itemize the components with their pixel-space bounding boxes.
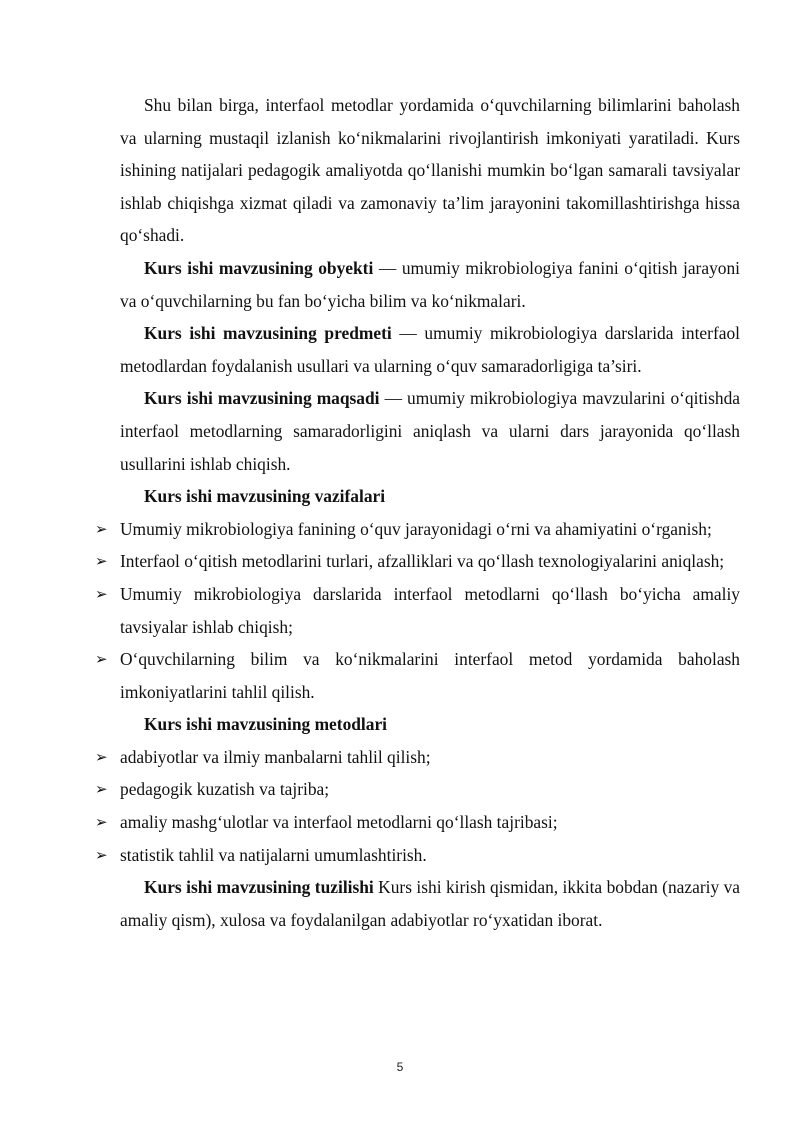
arrow-bullet-icon: ➢ — [95, 552, 108, 571]
maqsad-text: — umumiy mikrobiologiya mavzularini o‘qitishda interfaol metodlarning samaradorligini aniqlash va ularni dars jarayonida qo‘llash usullarini ishlab chiqish. — [120, 388, 740, 474]
arrow-bullet-icon: ➢ — [95, 519, 108, 538]
tuzilishi-text: Kurs ishi kirish qismidan, ikkita bobdan (nazariy va amaliy qism), xulosa va foydalanilgan adabiyotlar ro‘yxatidan iborat. — [120, 877, 740, 930]
arrow-bullet-icon: ➢ — [95, 780, 108, 799]
obyekt-paragraph — [120, 252, 740, 317]
maqsad-label: Kurs ishi mavzusining maqsadi — [144, 388, 380, 409]
predmet-paragraph — [120, 317, 740, 382]
tuzilishi-paragraph — [120, 871, 740, 936]
list-item: ➢ Interfaol o‘qitish metodlarini turlari, afzalliklari va qo‘llash texnologiyalarini aniqlash; — [120, 545, 740, 578]
arrow-bullet-icon: ➢ — [95, 747, 108, 766]
arrow-bullet-icon: ➢ — [95, 584, 108, 603]
list-item: ➢ Umumiy mikrobiologiya fanining o‘quv jarayonidagi o‘rni va ahamiyatini o‘rganish; — [120, 513, 740, 546]
maqsad-paragraph — [120, 382, 740, 480]
arrow-bullet-icon: ➢ — [95, 813, 108, 832]
vazifalar-list — [95, 513, 740, 709]
list-item: ➢ Umumiy mikrobiologiya darslarida interfaol metodlarni qo‘llash bo‘yicha amaliy tavsiyalar ishlab chiqish; — [120, 578, 740, 643]
list-item: ➢ statistik tahlil va natijalarni umumlashtirish. — [120, 839, 740, 872]
obyekt-text: — umumiy mikrobiologiya fanini o‘qitish jarayoni va o‘quvchilarning bu fan bo‘yicha bilim va ko‘nikmalari. — [120, 257, 740, 311]
page-body — [95, 89, 740, 936]
obyekt-label: Kurs ishi mavzusining obyekti — [144, 257, 374, 278]
arrow-bullet-icon: ➢ — [95, 650, 108, 669]
list-item: ➢ adabiyotlar va ilmiy manbalarni tahlil qilish; — [120, 741, 740, 774]
list-item: ➢ amaliy mashg‘ulotlar va interfaol metodlarni qo‘llash tajribasi; — [120, 806, 740, 839]
metodlar-list — [95, 741, 740, 871]
tuzilishi-label: Kurs ishi mavzusining tuzilishi — [144, 877, 374, 898]
predmet-label: Kurs ishi mavzusining predmeti — [144, 323, 392, 344]
page-number: 5 — [396, 1060, 404, 1074]
list-item: ➢ O‘quvchilarning bilim va ko‘nikmalarini interfaol metod yordamida baholash imkoniyatlarini tahlil qilish. — [120, 643, 740, 708]
metodlar-heading: Kurs ishi mavzusining metodlari — [144, 714, 388, 735]
predmet-text: — umumiy mikrobiologiya darslarida interfaol metodlardan foydalanish usullari va ularning o‘quv samaradorligiga ta’siri. — [120, 323, 740, 376]
vazifalar-heading: Kurs ishi mavzusining vazifalari — [144, 486, 386, 507]
list-item: ➢ pedagogik kuzatish va tajriba; — [120, 773, 740, 806]
intro-paragraph: Shu bilan birga, interfaol metodlar yordamida o‘quvchilarning bilimlarini baholash va ularning mustaqil izlanish ko‘nikmalarini rivojlantirish imkoniyati yaratiladi. Kurs ishining natijalari pedagogik amaliyotda qo‘llanishi mumkin bo‘lgan samarali tavsiyalar ishlab chiqishga xizmat qiladi va zamonaviy ta’lim jarayonini takomillashtirishga hissa qo‘shadi. — [120, 95, 740, 246]
arrow-bullet-icon: ➢ — [95, 845, 108, 864]
